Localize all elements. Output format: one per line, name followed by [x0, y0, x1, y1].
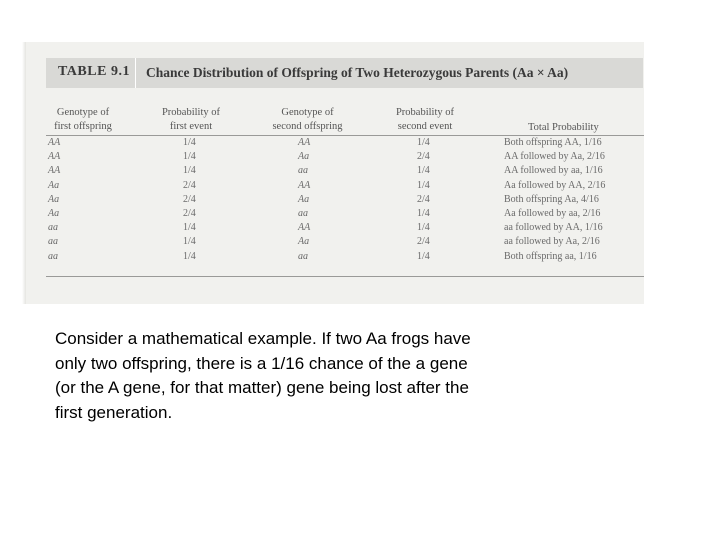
cell-total-probability: AA followed by Aa, 2/16 [504, 151, 605, 163]
cell-genotype-first: AA [48, 165, 61, 177]
cell-probability-second: 2/4 [417, 151, 430, 163]
cell-probability-second: 1/4 [417, 165, 430, 177]
header-line: first event [169, 121, 213, 132]
cell-genotype-first: Aa [48, 207, 60, 219]
cell-probability-first: 2/4 [183, 193, 196, 205]
cell-probability-first: 1/4 [183, 151, 196, 163]
table-row [46, 165, 644, 179]
table-row [46, 194, 644, 208]
cell-genotype-second: AA [298, 222, 311, 234]
title-divider [135, 58, 136, 88]
table-number-value: 9.1 [110, 64, 130, 79]
bottom-rule [46, 276, 644, 277]
table-body [46, 137, 644, 265]
cell-probability-first: 1/4 [183, 137, 196, 148]
table-row [46, 222, 644, 236]
cell-genotype-second: Aa [298, 236, 310, 248]
table-number [58, 64, 130, 80]
cell-total-probability: Both offspring AA, 1/16 [504, 137, 602, 148]
cell-genotype-second: aa [298, 207, 308, 219]
cell-total-probability: Both offspring aa, 1/16 [504, 250, 597, 262]
cell-genotype-first: Aa [48, 193, 60, 205]
table-row [46, 180, 644, 194]
cell-genotype-second: AA [298, 179, 311, 191]
cell-probability-first: 1/4 [183, 165, 196, 177]
cell-probability-second: 2/4 [417, 236, 430, 248]
cell-probability-first: 2/4 [183, 207, 196, 219]
table-row [46, 236, 644, 250]
cell-probability-second: 1/4 [417, 137, 430, 148]
table-row [46, 137, 644, 151]
table-title-bar [46, 58, 643, 88]
cell-total-probability: aa followed by AA, 1/16 [504, 222, 603, 234]
cell-total-probability: AA followed by aa, 1/16 [504, 165, 603, 177]
cell-probability-first: 1/4 [183, 250, 196, 262]
cell-probability-second: 2/4 [417, 193, 430, 205]
header-line: Probability of [395, 107, 455, 118]
header-probability-first [150, 106, 232, 134]
header-genotype-second [260, 106, 355, 134]
header-total-probability: Total Probability [528, 122, 599, 133]
cell-genotype-first: Aa [48, 179, 60, 191]
header-genotype-first [46, 106, 120, 134]
cell-probability-first: 2/4 [183, 179, 196, 191]
caption-line: only two offspring, there is a 1/16 chance of the a gene [55, 353, 468, 373]
header-line: Genotype of [281, 107, 334, 118]
table-number-word: TABLE [58, 64, 107, 79]
cell-probability-second: 1/4 [417, 222, 430, 234]
cell-genotype-second: Aa [298, 193, 310, 205]
table-row [46, 208, 644, 222]
cell-probability-second: 1/4 [417, 207, 430, 219]
cell-total-probability: Both offspring Aa, 4/16 [504, 193, 599, 205]
cell-genotype-second: Aa [298, 151, 310, 163]
cell-genotype-second: aa [298, 250, 308, 262]
cell-probability-first: 1/4 [183, 222, 196, 234]
header-line: first offspring [54, 121, 112, 132]
table-row [46, 151, 644, 165]
cell-genotype-first: AA [48, 151, 61, 163]
header-rule [46, 135, 644, 136]
caption-line: first generation. [55, 402, 173, 422]
cell-probability-first: 1/4 [183, 236, 196, 248]
caption-line: (or the A gene, for that matter) gene being lost after the [55, 378, 469, 397]
cell-genotype-first: aa [48, 250, 58, 262]
caption-text [55, 327, 575, 425]
cell-total-probability: Aa followed by AA, 2/16 [504, 179, 606, 191]
header-line: second offspring [272, 121, 343, 132]
caption-line: Consider a mathematical example. If two Aa frogs have [55, 329, 471, 348]
header-line: Probability of [161, 107, 221, 118]
cell-genotype-first: aa [48, 222, 58, 234]
cell-total-probability: aa followed by Aa, 2/16 [504, 236, 600, 248]
cell-genotype-first: AA [48, 137, 61, 148]
cell-probability-second: 1/4 [417, 179, 430, 191]
table-row [46, 251, 644, 265]
cell-genotype-first: aa [48, 236, 58, 248]
cell-genotype-second: aa [298, 165, 308, 177]
cell-genotype-second: AA [298, 137, 311, 148]
header-line: second event [397, 121, 453, 132]
header-probability-second [384, 106, 466, 134]
cell-total-probability: Aa followed by aa, 2/16 [504, 207, 601, 219]
cell-probability-second: 1/4 [417, 250, 430, 262]
header-line: Genotype of [56, 107, 110, 118]
table-title: Chance Distribution of Offspring of Two Heterozygous Parents (Aa × Aa) [146, 65, 569, 80]
